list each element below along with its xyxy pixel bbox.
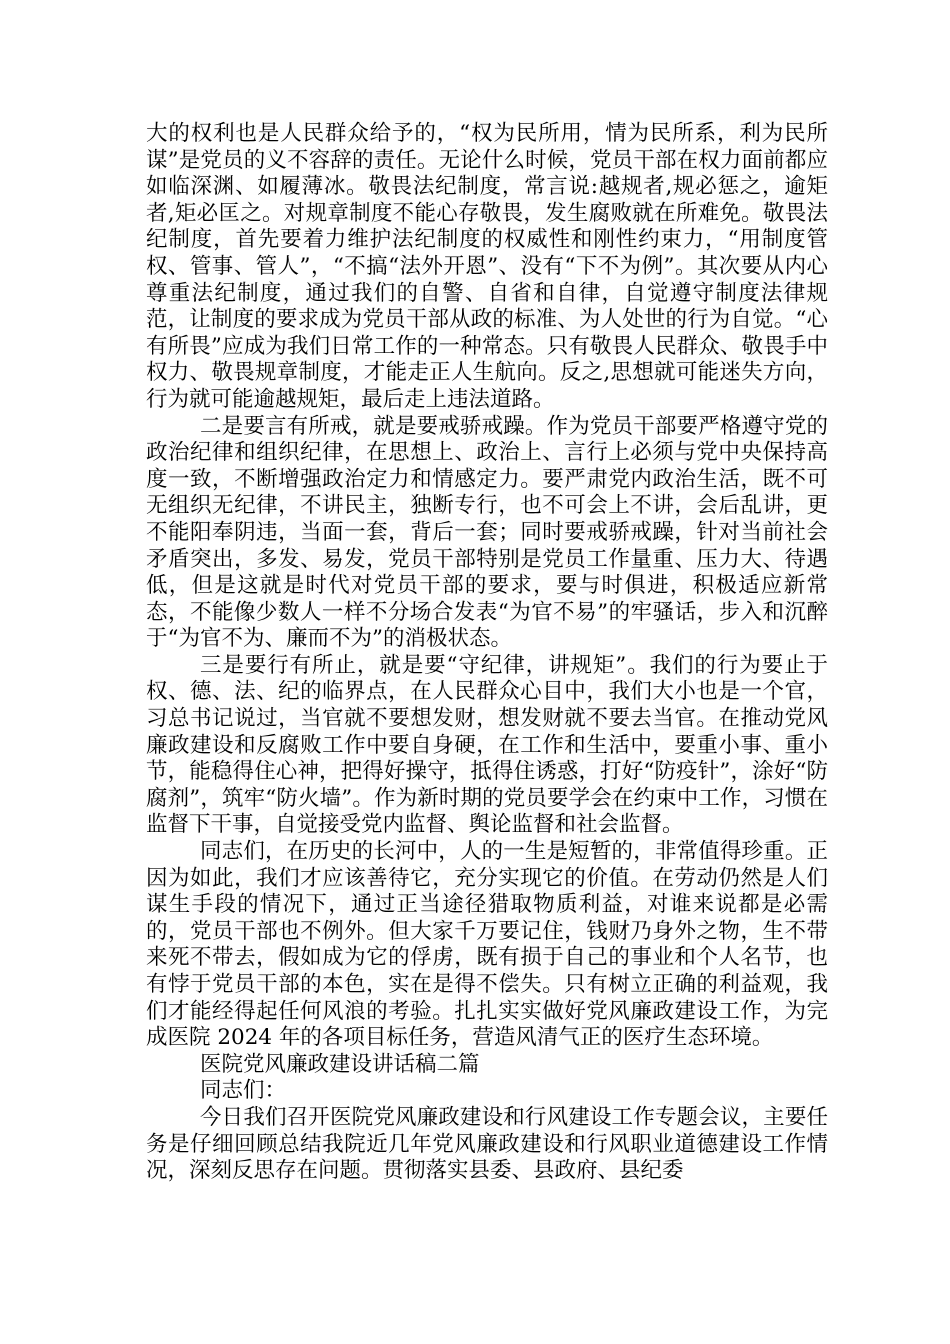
paragraph-second-point: 二是要言有所戒，就是要戒骄戒躁。作为党员干部要严格遵守党的政治纪律和组织纪律，在思想上、政治上、言行上必须与党中央保持高度一致，不断增强政治定力和情感定力。要严肃党内政治生活，既不可无组织无纪律，不讲民主，独断专行，也不可会上不讲，会后乱讲，更不能阳奉阴违，当面一套，背后一套；同时要戒骄戒躁，针对当前社会矛盾突出，多发、易发，党员干部特别是党员工作量重、压力大、待遇低，但是这就是时代对党员干部的要求，要与时俱进，积极适应新常态，不能像少数人一样不分场合发表“为官不易”的牢骚话，步入和沉醉于“为官不为、廉而不为”的消极状态。 (146, 413, 828, 652)
paragraph-conclusion: 同志们，在历史的长河中，人的一生是短暂的，非常值得珍重。正因为如此，我们才应该善待它，充分实现它的价值。在劳动仍然是人们谋生手段的情况下，通过正当途径猎取物质利益，对谁来说都是必需的，党员干部也不例外。但大家千万要记住，钱财乃身外之物，生不带来死不带去，假如成为它的俘虏，既有损于自己的事业和个人名节，也有悖于党员干部的本色，实在是得不偿失。只有树立正确的利益观，我们才能经得起任何风浪的考验。扎扎实实做好党风廉政建设工作，为完成医院 2024 年的各项目标任务，营造风清气正的医疗生态环境。 (146, 839, 828, 1051)
section-title: 医院党风廉政建设讲话稿二篇 (200, 1051, 480, 1077)
salutation: 同志们： (200, 1078, 287, 1104)
document-body (146, 121, 828, 1185)
paragraph-continuation: 大的权利也是人民群众给予的，“权为民所用，情为民所系，利为民所谋”是党员的义不容辞的责任。无论什么时候，党员干部在权力面前都应如临深渊、如履薄冰。敬畏法纪制度，常言说:越规者,规必惩之，逾矩者,矩必匡之。对规章制度不能心存敬畏，发生腐败就在所难免。敬畏法纪制度，首先要着力维护法纪制度的权威性和刚性约束力，“用制度管权、管事、管人”，“不搞“法外开恩”、没有“下不为例”。其次要从内心尊重法纪制度，通过我们的自警、自省和自律，自觉遵守制度法律规范，让制度的要求成为党员干部从政的标准、为人处世的行为自觉。“心有所畏”应成为我们日常工作的一种常态。只有敬畏人民群众、敬畏手中权力、敬畏规章制度，才能走正人生航向。反之,思想就可能迷失方向，行为就可能逾越规矩，最后走上违法道路。 (146, 121, 828, 412)
paragraph-third-point: 三是要行有所止，就是要“守纪律，讲规矩”。我们的行为要止于权、德、法、纪的临界点，在人民群众心目中，我们大小也是一个官，习总书记说过，当官就不要想发财，想发财就不要去当官。在推动党风廉政建设和反腐败工作中要自身硬，在工作和生活中，要重小事、重小节，能稳得住心神，把得好操守，抵得住诱惑，打好“防疫针”，涂好“防腐剂”，筑牢“防火墙”。作为新时期的党员要学会在约束中工作，习惯在监督下干事，自觉接受党内监督、舆论监督和社会监督。 (146, 652, 828, 838)
paragraph-opening: 今日我们召开医院党风廉政建设和行风建设工作专题会议，主要任务是仔细回顾总结我院近几年党风廉政建设和行风职业道德建设工作情况，深刻反思存在问题。贯彻落实县委、县政府、县纪委 (146, 1104, 828, 1184)
